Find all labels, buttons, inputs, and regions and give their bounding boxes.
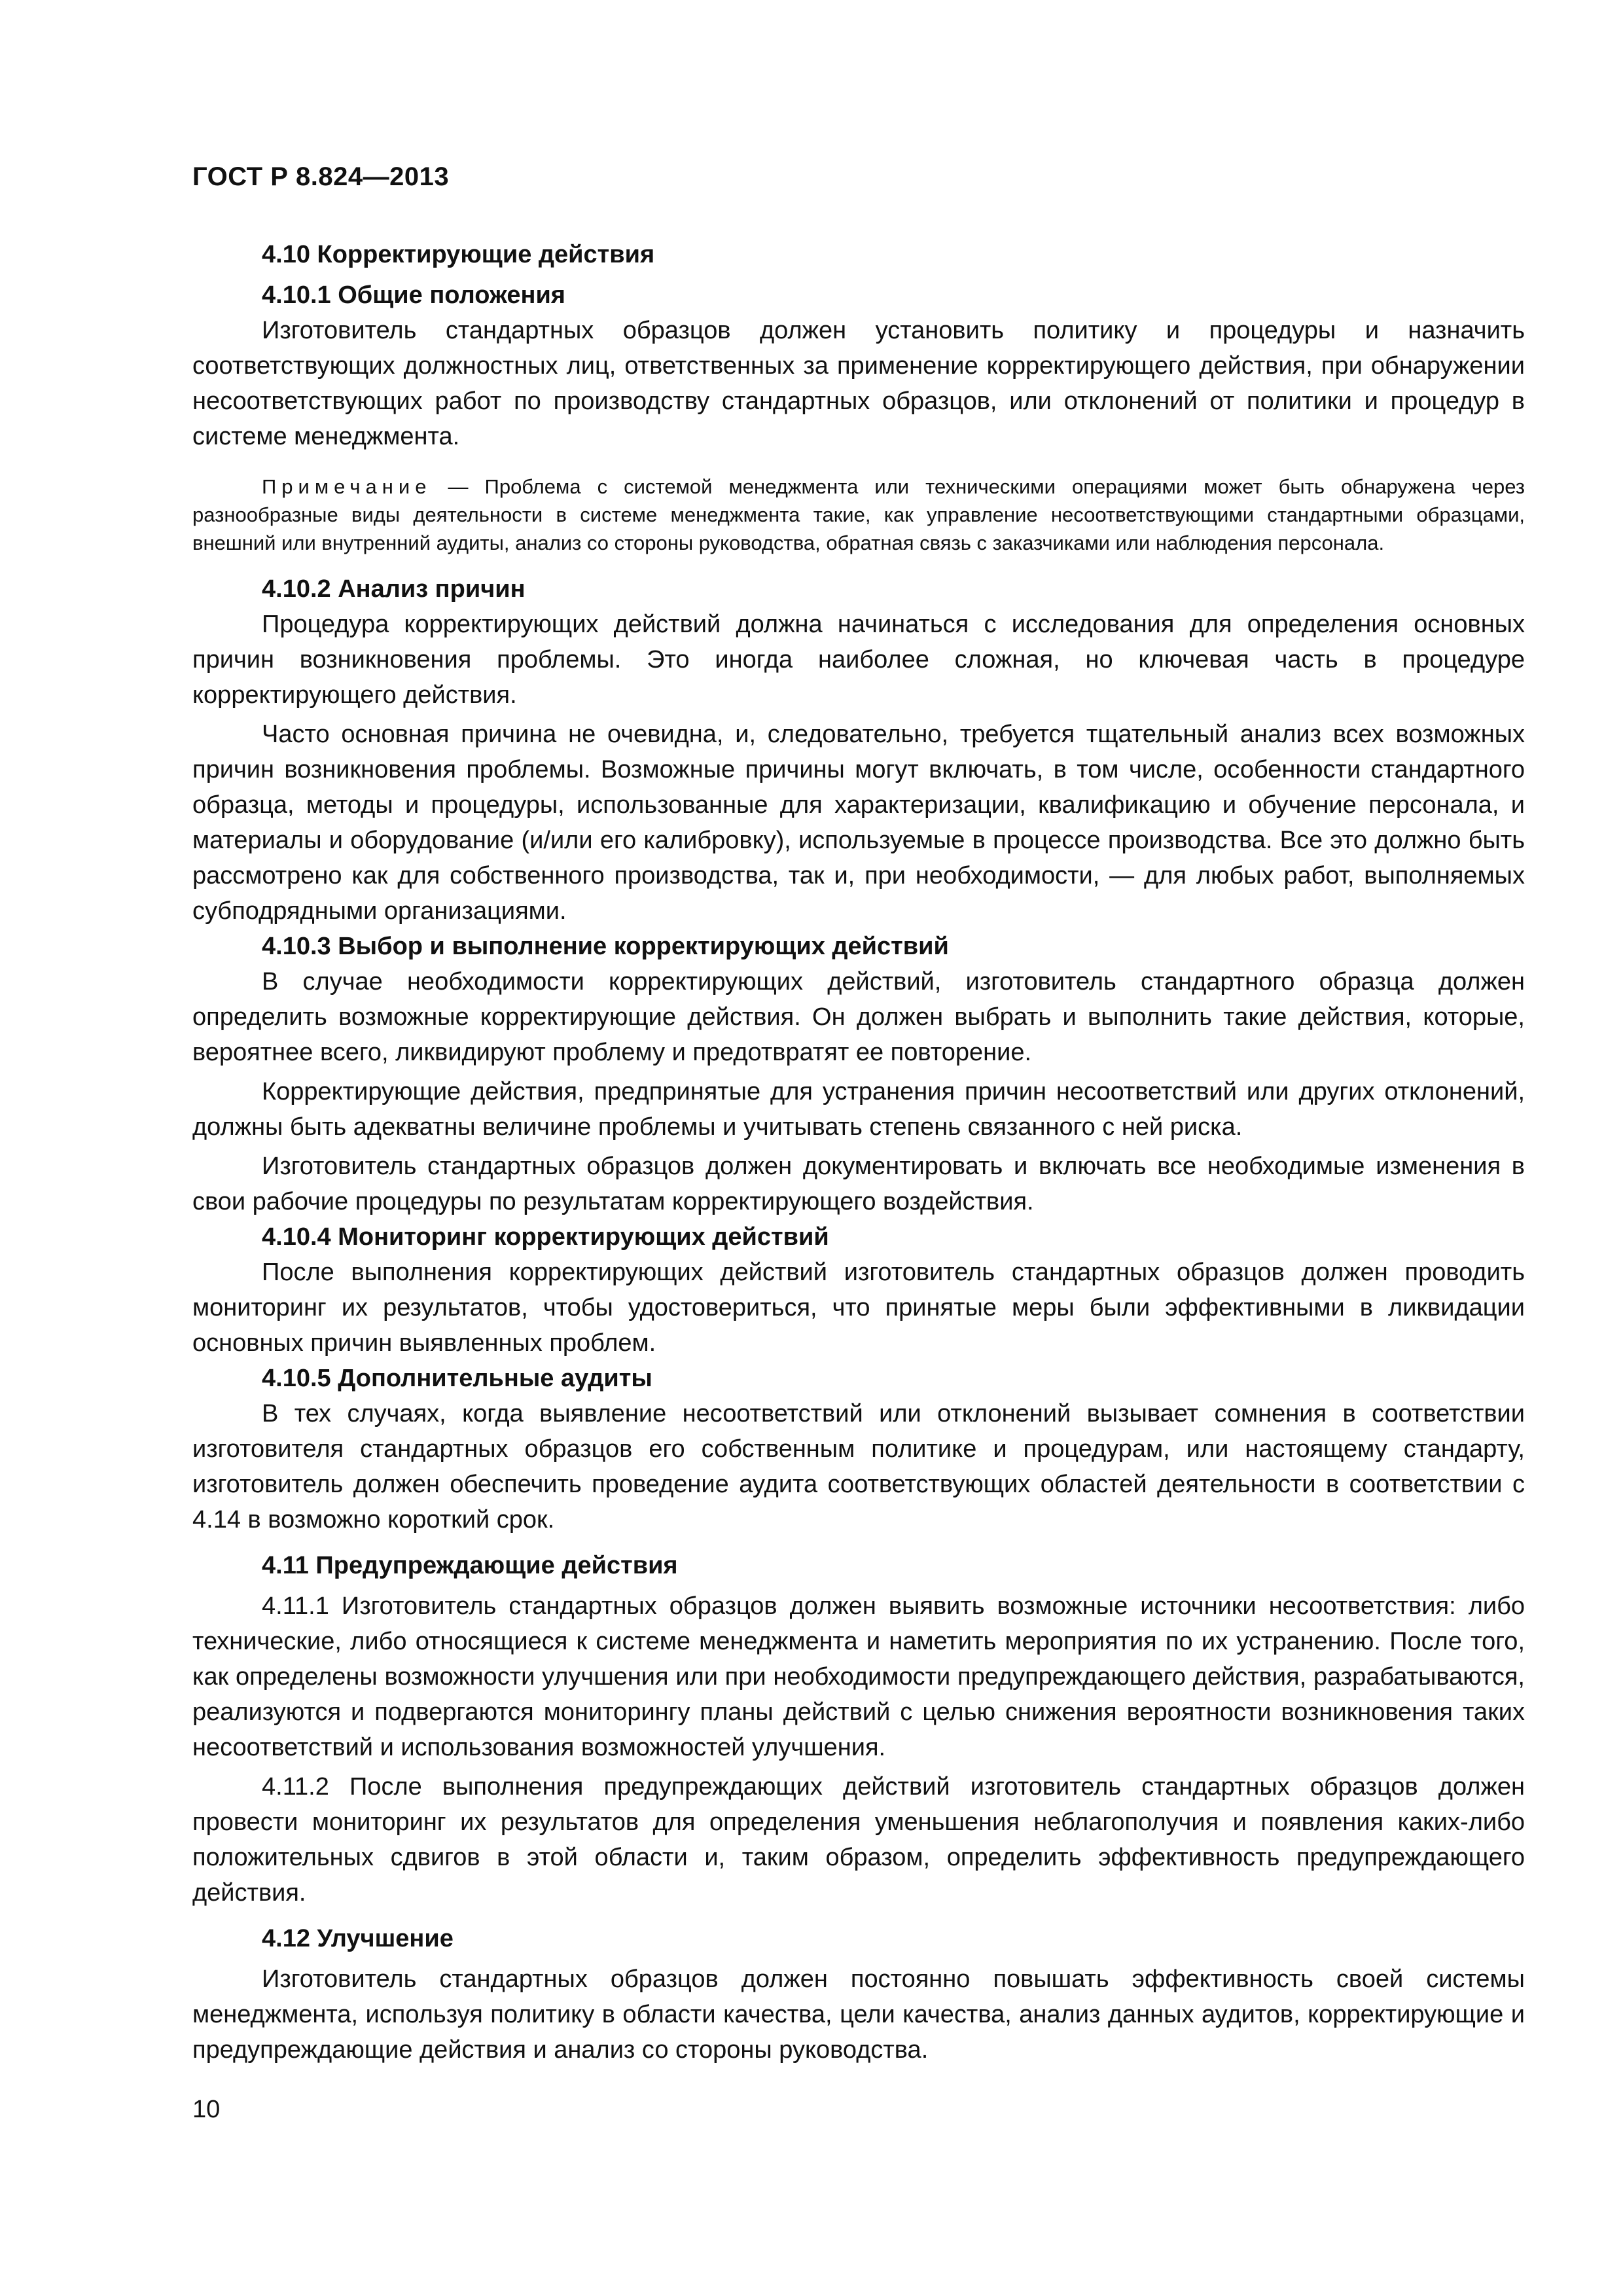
page-number: 10 xyxy=(192,2096,221,2123)
paragraph: Процедура корректирующих действий должна начинаться с исследования для определения основных причин возникновения проблемы. Это иногда наиболее сложная, но ключевая часть в процедуре корректирующего действия. xyxy=(192,611,1525,709)
paragraph: В тех случаях, когда выявление несоответствий или отклонений вызывает сомнения в соответствии изготовителя стандартных образцов его собственным политике и процедурам, или настоящему стандарту, изготовитель должен обеспечить проведение аудита соответствующих областей деятельности в соответствии с 4.14 в возможно короткий срок. xyxy=(192,1400,1525,1534)
subsection-heading-4-10-5: 4.10.5 Дополнительные аудиты xyxy=(262,1365,652,1392)
subsection-heading-4-10-4: 4.10.4 Мониторинг корректирующих действий xyxy=(262,1223,829,1251)
note-label: Примечание xyxy=(262,475,432,498)
note xyxy=(192,473,1525,557)
paragraph: Часто основная причина не очевидна, и, следовательно, требуется тщательный анализ всех возможных причин возникновения проблемы. Возможные причины могут включать, в том числе, особенности стандартного образца, методы и процедуры, использованные для характеризации, квалификацию и обучение персонала, и материалы и оборудование (и/или его калибровку), используемые в процессе производства. Все это должно быть рассмотрено как для собственного производства, так и, при необходимости, — для любых работ, выполняемых субподрядными организациями. xyxy=(192,721,1525,925)
paragraph: В случае необходимости корректирующих действий, изготовитель стандартного образца должен определить возможные корректирующие действия. Он должен выбрать и выполнить такие действия, которые, вероятнее всего, ликвидируют проблему и предотвратят ее повторение. xyxy=(192,968,1525,1066)
paragraph: Изготовитель стандартных образцов должен установить политику и процедуры и назначить соответствующих должностных лиц, ответственных за применение корректирующего действия, при обнаружении несоответствующих работ по производству стандартных образцов, или отклонений от политики и процедур в системе менеджмента. xyxy=(192,317,1525,450)
paragraph: 4.11.1 Изготовитель стандартных образцов должен выявить возможные источники несоответствия: либо технические, либо относящиеся к системе менеджмента и наметить мероприятия по их устранению. После того, как определены возможности улучшения или при необходимости предупреждающего действия, разрабатываются, реализуются и подвергаются мониторингу планы действий с целью снижения вероятности возникновения таких несоответствий и использования возможностей улучшения. xyxy=(192,1592,1525,1761)
document-header: ГОСТ Р 8.824—2013 xyxy=(192,162,450,191)
document-body xyxy=(192,226,1525,2068)
section-heading-4-11: 4.11 Предупреждающие действия xyxy=(262,1552,678,1579)
subsection-heading-4-10-2: 4.10.2 Анализ причин xyxy=(262,575,526,603)
section-heading-4-12: 4.12 Улучшение xyxy=(262,1925,454,1952)
subsection-heading-4-10-3: 4.10.3 Выбор и выполнение корректирующих действий xyxy=(262,933,949,960)
paragraph: Изготовитель стандартных образцов должен постоянно повышать эффективность своей системы менеджмента, используя политику в области качества, цели качества, анализ данных аудитов, корректирующие и предупреждающие действия и анализ со стороны руководства. xyxy=(192,1965,1525,2064)
paragraph: Корректирующие действия, предпринятые для устранения причин несоответствий или других отклонений, должны быть адекватны величине проблемы и учитывать степень связанного с ней риска. xyxy=(192,1078,1525,1141)
section-heading-4-10: 4.10 Корректирующие действия xyxy=(262,241,655,268)
paragraph: 4.11.2 После выполнения предупреждающих действий изготовитель стандартных образцов должен провести мониторинг их результатов для определения уменьшения неблагополучия и появления каких-либо положительных сдвигов в этой области и, таким образом, определить эффективность предупреждающего действия. xyxy=(192,1773,1525,1907)
subsection-heading-4-10-1: 4.10.1 Общие положения xyxy=(262,281,565,309)
note-text: — Проблема с системой менеджмента или техническими операциями может быть обнаружена через разнообразные виды деятельности в системе менеджмента такие, как управление несоответствующими стандартными образцами, внешний или внутренний аудиты, анализ со стороны руководства, обратная связь с заказчиками или наблюдения персонала. xyxy=(192,475,1525,554)
paragraph: Изготовитель стандартных образцов должен документировать и включать все необходимые изменения в свои рабочие процедуры по результатам корректирующего воздействия. xyxy=(192,1153,1525,1215)
paragraph: После выполнения корректирующих действий изготовитель стандартных образцов должен проводить мониторинг их результатов, чтобы удостовериться, что принятые меры были эффективными в ликвидации основных причин выявленных проблем. xyxy=(192,1259,1525,1357)
